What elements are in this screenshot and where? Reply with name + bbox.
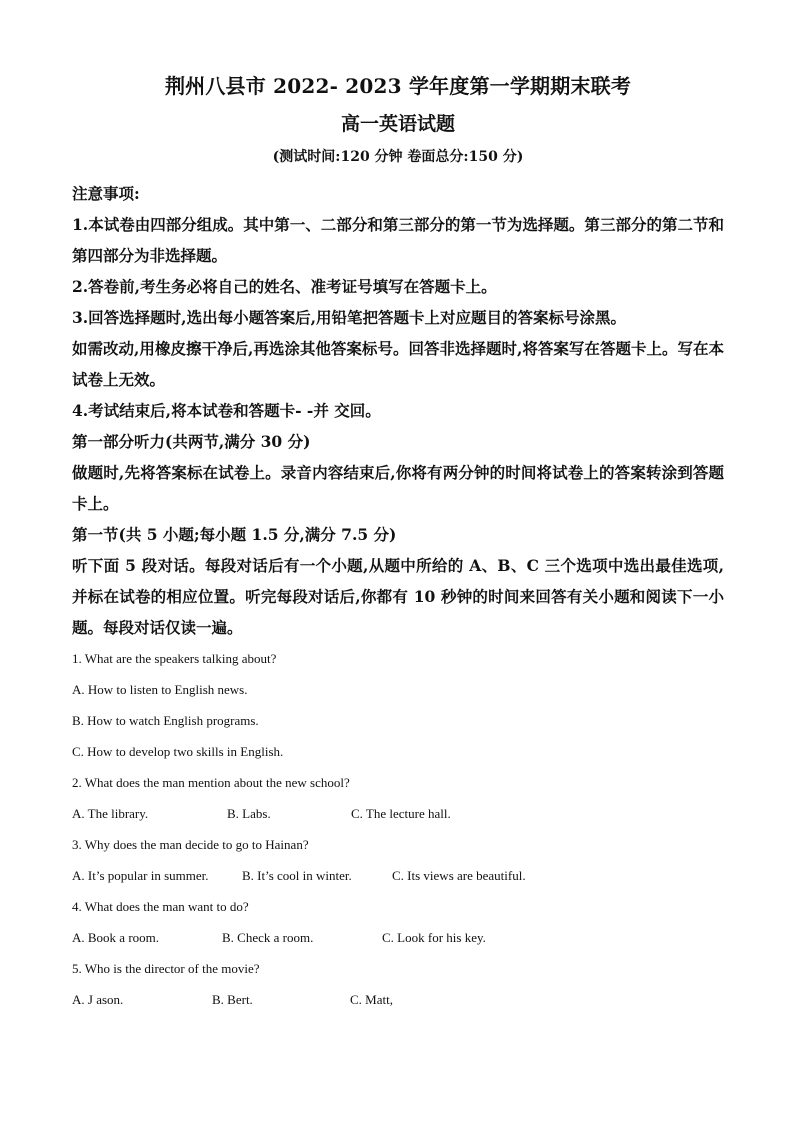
question-option: A. J ason.: [72, 992, 124, 1007]
question-item: [72, 891, 724, 953]
notes-line-3: 3.回答选择题时,选出每小题答案后,用铅笔把答题卡上对应题目的答案标号涂黑。: [72, 308, 626, 327]
question-options-row: [72, 798, 724, 829]
exam-title: 荆州八县市 2022- 2023 学年度第一学期期末联考: [164, 74, 632, 98]
exam-time-info: (测试时间:120 分钟 卷面总分:150 分): [272, 149, 524, 165]
question-text: 4. What does the man want to do?: [72, 899, 249, 914]
question-item: [72, 953, 724, 1015]
notes-line-1: 1.本试卷由四部分组成。其中第一、二部分和第三部分的第一节为选择题。第三部分的第二节和第四部分为非选择题。: [72, 215, 724, 265]
question-item: [72, 767, 724, 829]
section1-heading: 第一节(共 5 小题;每小题 1.5 分,满分 7.5 分): [72, 525, 397, 544]
exam-subtitle: 高一英语试题: [340, 113, 455, 135]
question-option: C. Look for his key.: [382, 930, 486, 945]
notes-line-4: 4.考试结束后,将本试卷和答题卡- -并 交回。: [72, 401, 381, 420]
part1-section: [72, 426, 724, 643]
question-option: C. Its views are beautiful.: [392, 868, 526, 883]
section1-instruction: 听下面 5 段对话。每段对话后有一个小题,从题中所给的 A、B、C 三个选项中选出最佳选项,并标在试卷的相应位置。听完每段对话后,你都有 10 秒钟的时间来回答有关小题和阅读下一小题。每段对话仅读一遍。: [72, 556, 724, 637]
question-list: [72, 643, 724, 1015]
notes-section: [72, 178, 724, 426]
part1-heading: 第一部分听力(共两节,满分 30 分): [72, 432, 311, 451]
question-option: A. How to listen to English news.: [72, 682, 248, 697]
question-options-row: [72, 860, 724, 891]
question-option: C. Matt,: [350, 992, 393, 1007]
question-option: B. Labs.: [227, 806, 271, 821]
notes-line-2: 2.答卷前,考生务必将自己的姓名、准考证号填写在答题卡上。: [72, 277, 497, 296]
question-option: A. The library.: [72, 806, 149, 821]
question-options-row: [72, 922, 724, 953]
question-option: B. It’s cool in winter.: [242, 868, 352, 883]
question-option: B. Bert.: [212, 992, 253, 1007]
question-option: C. The lecture hall.: [351, 806, 451, 821]
question-option: B. Check a room.: [222, 930, 314, 945]
question-option: A. Book a room.: [72, 930, 160, 945]
question-options-row: [72, 984, 724, 1015]
notes-line-3b: 如需改动,用橡皮擦干净后,再选涂其他答案标号。回答非选择题时,将答案写在答题卡上。写在本试卷上无效。: [72, 339, 724, 389]
question-text: 2. What does the man mention about the new school?: [72, 775, 350, 790]
question-option: C. How to develop two skills in English.: [72, 744, 284, 759]
question-option: B. How to watch English programs.: [72, 713, 259, 728]
notes-heading: 注意事项:: [72, 184, 140, 203]
question-item: [72, 643, 724, 767]
question-item: [72, 829, 724, 891]
question-option: A. It’s popular in summer.: [72, 868, 209, 883]
part1-instruction: 做题时,先将答案标在试卷上。录音内容结束后,你将有两分钟的时间将试卷上的答案转涂到答题卡上。: [72, 463, 724, 513]
question-text: 1. What are the speakers talking about?: [72, 651, 277, 666]
question-text: 5. Who is the director of the movie?: [72, 961, 260, 976]
question-text: 3. Why does the man decide to go to Hainan?: [72, 837, 309, 852]
